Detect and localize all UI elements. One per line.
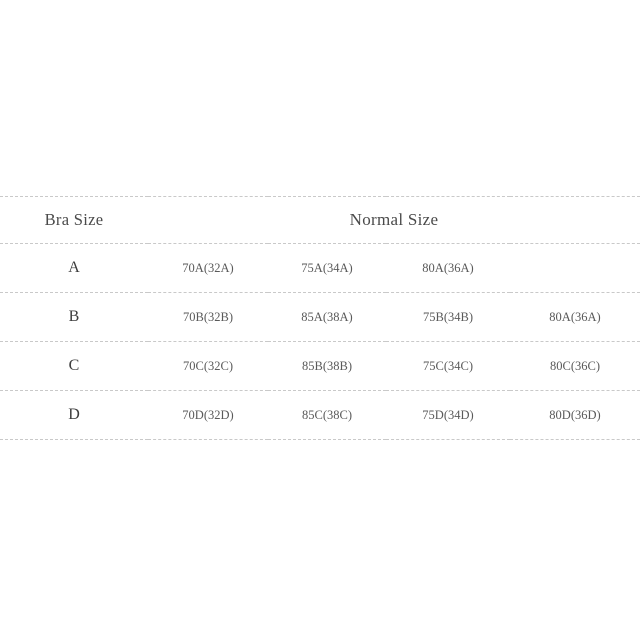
cell-b-2: 85A(38A) bbox=[301, 309, 353, 324]
header-bra-size: Bra Size bbox=[44, 210, 104, 229]
table-row bbox=[0, 391, 640, 440]
table-row bbox=[0, 293, 640, 342]
row-label-a: A bbox=[68, 259, 80, 276]
cell-a-1: 70A(32A) bbox=[182, 260, 234, 275]
cell-a-3: 80A(36A) bbox=[422, 260, 474, 275]
cell-c-4: 80C(36C) bbox=[550, 358, 600, 373]
table-body bbox=[0, 244, 640, 440]
cell-c-1: 70C(32C) bbox=[183, 358, 233, 373]
cell-b-4: 80A(36A) bbox=[549, 309, 601, 324]
cell-d-1: 70D(32D) bbox=[182, 407, 234, 422]
cell-b-3: 75B(34B) bbox=[423, 309, 473, 324]
table-header-row bbox=[0, 197, 640, 244]
cell-c-3: 75C(34C) bbox=[423, 358, 473, 373]
cell-d-2: 85C(38C) bbox=[302, 407, 352, 422]
cell-a-2: 75A(34A) bbox=[301, 260, 353, 275]
table-header bbox=[0, 197, 640, 244]
cell-b-1: 70B(32B) bbox=[183, 309, 233, 324]
cell-c-2: 85B(38B) bbox=[302, 358, 352, 373]
table-row bbox=[0, 244, 640, 293]
cell-d-4: 80D(36D) bbox=[549, 407, 601, 422]
header-normal-size: Normal Size bbox=[349, 210, 439, 229]
row-label-c: C bbox=[68, 357, 80, 374]
table-row bbox=[0, 342, 640, 391]
size-chart-container bbox=[0, 196, 640, 440]
bra-size-table bbox=[0, 196, 640, 440]
cell-d-3: 75D(34D) bbox=[422, 407, 474, 422]
row-label-d: D bbox=[68, 406, 80, 423]
row-label-b: B bbox=[68, 308, 80, 325]
cell-a-4 bbox=[510, 244, 640, 293]
